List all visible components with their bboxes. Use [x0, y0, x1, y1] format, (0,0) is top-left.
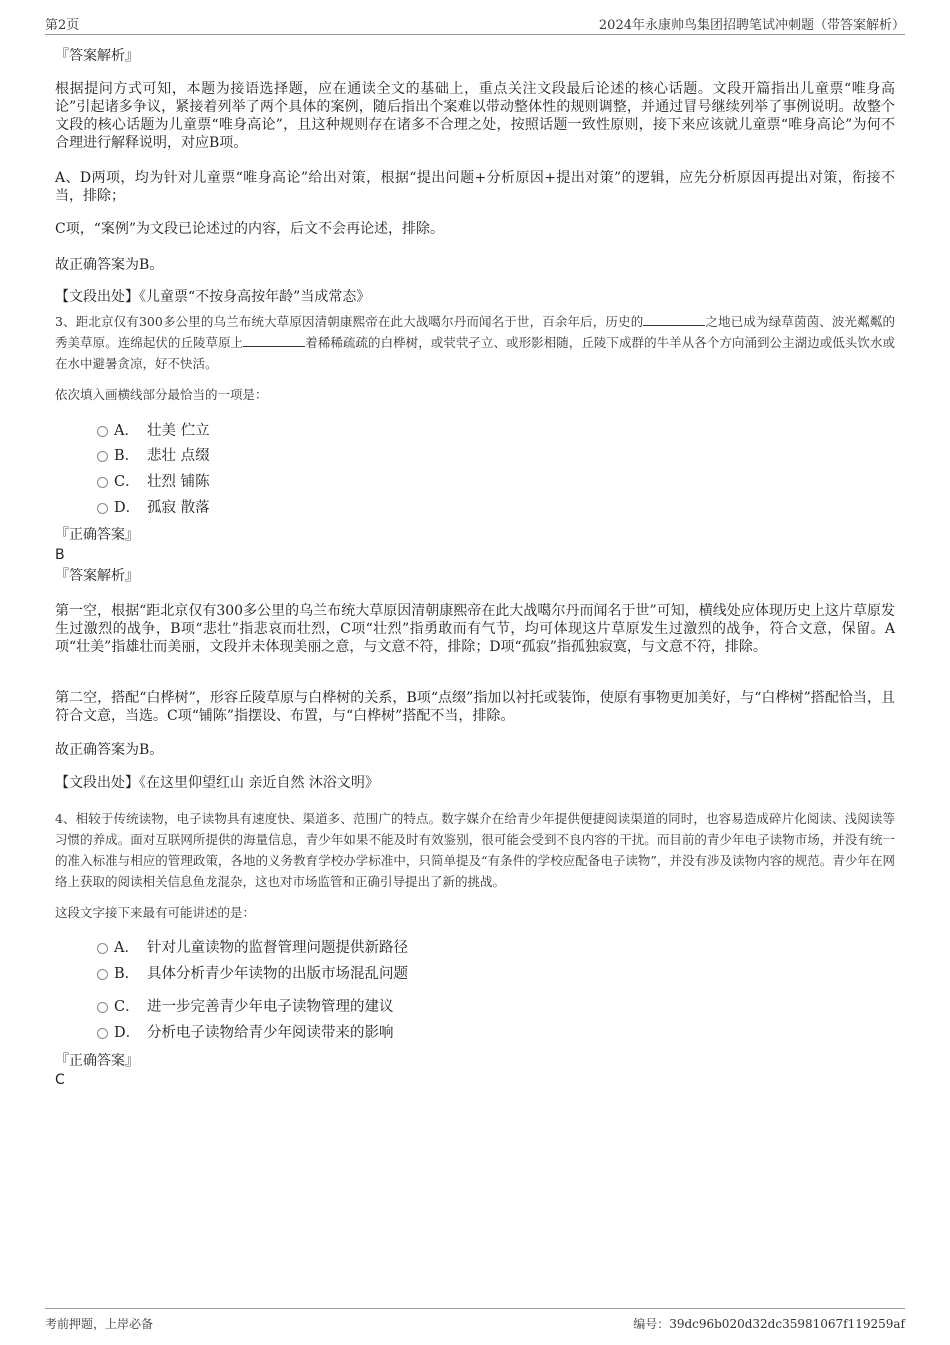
option-text: 分析电子读物给青少年阅读带来的影响 — [147, 1025, 394, 1041]
option-letter: C． — [114, 474, 140, 490]
option-text: 进一步完善青少年电子读物管理的建议 — [147, 999, 394, 1015]
option-letter: C． — [114, 999, 140, 1015]
option-text: 具体分析青少年读物的出版市场混乱问题 — [147, 966, 408, 982]
option-letter: A． — [114, 940, 139, 956]
option-text: 壮烈 铺陈 — [147, 474, 210, 490]
radio-icon[interactable] — [97, 1028, 108, 1039]
q4-answer: C — [55, 1072, 65, 1088]
q3-prompt: 依次填入画横线部分最恰当的一项是： — [55, 387, 268, 402]
document-title: 2024年永康帅鸟集团招聘笔试冲刺题（带答案解析） — [598, 18, 905, 33]
option-text: 针对儿童读物的监督管理问题提供新路径 — [147, 940, 408, 956]
radio-icon[interactable] — [97, 477, 108, 488]
option-letter: A． — [114, 423, 139, 439]
q2-analysis-p4: 故正确答案为B。 — [55, 257, 164, 273]
radio-icon[interactable] — [97, 451, 108, 462]
q3-answer: B — [55, 547, 65, 563]
q4-stem: 4、相较于传统读物，电子读物具有速度快、渠道多、范围广的特点。数字媒介在给青少年提供便捷阅读渠道的同时，也容易造成碎片化阅读、浅阅读等习惯的养成。面对互联网所提供的海量信息，青少年如果不能及时有效鉴别，很可能会受到不良内容的干扰。而目前的青少年电子读物市场，并没有统一的准入标准与相应的管理政策，各地的义务教育学校办学标准中，只简单提及“有条件的学校应配备电子读物”，并没有涉及读物内容的规范。青少年在网络上获取的阅读相关信息鱼龙混杂，这也对市场监管和正确引导提出了新的挑战。 — [55, 811, 895, 889]
q2-analysis-p2: A、D两项，均为针对儿童票“唯身高论”给出对策，根据“提出问题+分析原因+提出对策”的逻辑，应先分析原因再提出对策，衔接不当，排除； — [55, 170, 895, 204]
q4-answer-label: 『正确答案』 — [55, 1053, 139, 1069]
page-footer — [45, 1308, 905, 1333]
option-text: 悲壮 点缀 — [147, 448, 210, 464]
radio-icon[interactable] — [97, 426, 108, 437]
option-letter: D． — [114, 500, 141, 516]
document-code: 编号：39dc96b020d32dc35981067f119259af — [633, 1317, 905, 1331]
q2-analysis-label: 『答案解析』 — [55, 48, 139, 64]
q2-analysis-p3: C项，“案例”为文段已论述过的内容，后文不会再论述，排除。 — [55, 221, 445, 237]
q4-prompt: 这段文字接下来最有可能讲述的是： — [55, 905, 256, 920]
radio-icon[interactable] — [97, 943, 108, 954]
page-header — [45, 14, 905, 35]
q3-stem-part-1: 3、距北京仅有300多公里的乌兰布统大草原因清朝康熙帝在此大战噶尔丹而闻名于世，百余年后，历史的 — [55, 314, 644, 329]
q3-stem-part-3: 着稀稀疏疏的白桦树，或茕茕孑立、或形影相随，丘陵下成群的牛羊从各个方向涌到公主湖边或低头饮水或在水中避暑贪凉，好不快活。 — [55, 335, 895, 371]
q2-analysis-p1: 根据提问方式可知，本题为接语选择题，应在通读全文的基础上，重点关注文段最后论述的核心话题。文段开篇指出儿童票“唯身高论”引起诸多争议，紧接着列举了两个具体的案例，随后指出个案难以带动整体性的规则调整，并通过冒号继续列举了事例说明。故整个文段的核心话题为儿童票“唯身高论”，且这种规则存在诸多不合理之处，按照话题一致性原则，接下来应该就儿童票“唯身高论”为何不合理进行解释说明，对应B项。 — [55, 81, 895, 151]
option-letter: B． — [114, 966, 140, 982]
q3-blank-1 — [643, 312, 705, 326]
footer-slogan: 考前押题，上岸必备 — [45, 1317, 154, 1331]
q3-analysis-p3: 故正确答案为B。 — [55, 742, 164, 758]
q3-analysis-label: 『答案解析』 — [55, 568, 139, 584]
radio-icon[interactable] — [97, 1002, 108, 1013]
q3-answer-label: 『正确答案』 — [55, 527, 139, 543]
option-text: 孤寂 散落 — [147, 500, 210, 516]
radio-icon[interactable] — [97, 503, 108, 514]
q3-source: 【文段出处】《在这里仰望红山 亲近自然 沐浴文明》 — [55, 775, 379, 791]
option-letter: D． — [114, 1025, 141, 1041]
q3-stem-part-2: 之地已成为绿草茵茵、波光粼粼的秀美草原。连绵起伏的丘陵草原上 — [55, 314, 895, 350]
q3-analysis-p1: 第一空，根据“距北京仅有300多公里的乌兰布统大草原因清朝康熙帝在此大战噶尔丹而闻名于世”可知，横线处应体现历史上这片草原发生过激烈的战争，B项“悲壮”指悲哀而壮烈，C项“壮烈”指勇敢而有气节，均可体现这片草原发生过激烈的战争，符合文意，保留。A项“壮美”指雄壮而美丽，文段并未体现美丽之意，与文意不符，排除；D项“孤寂”指孤独寂寞，与文意不符，排除。 — [55, 603, 895, 655]
q3-blank-2 — [243, 333, 305, 347]
page-number: 第2页 — [45, 18, 80, 33]
q2-source: 【文段出处】《儿童票“不按身高按年龄”当成常态》 — [55, 289, 371, 305]
option-letter: B． — [114, 448, 140, 464]
radio-icon[interactable] — [97, 969, 108, 980]
q3-analysis-p2: 第二空，搭配“白桦树”，形容丘陵草原与白桦树的关系，B项“点缀”指加以衬托或装饰，使原有事物更加美好，与“白桦树”搭配恰当，且符合文意，当选。C项“铺陈”指摆设、布置，与“白桦树”搭配不当，排除。 — [55, 690, 895, 724]
q3-stem — [55, 311, 895, 374]
option-text: 壮美 伫立 — [147, 423, 210, 439]
